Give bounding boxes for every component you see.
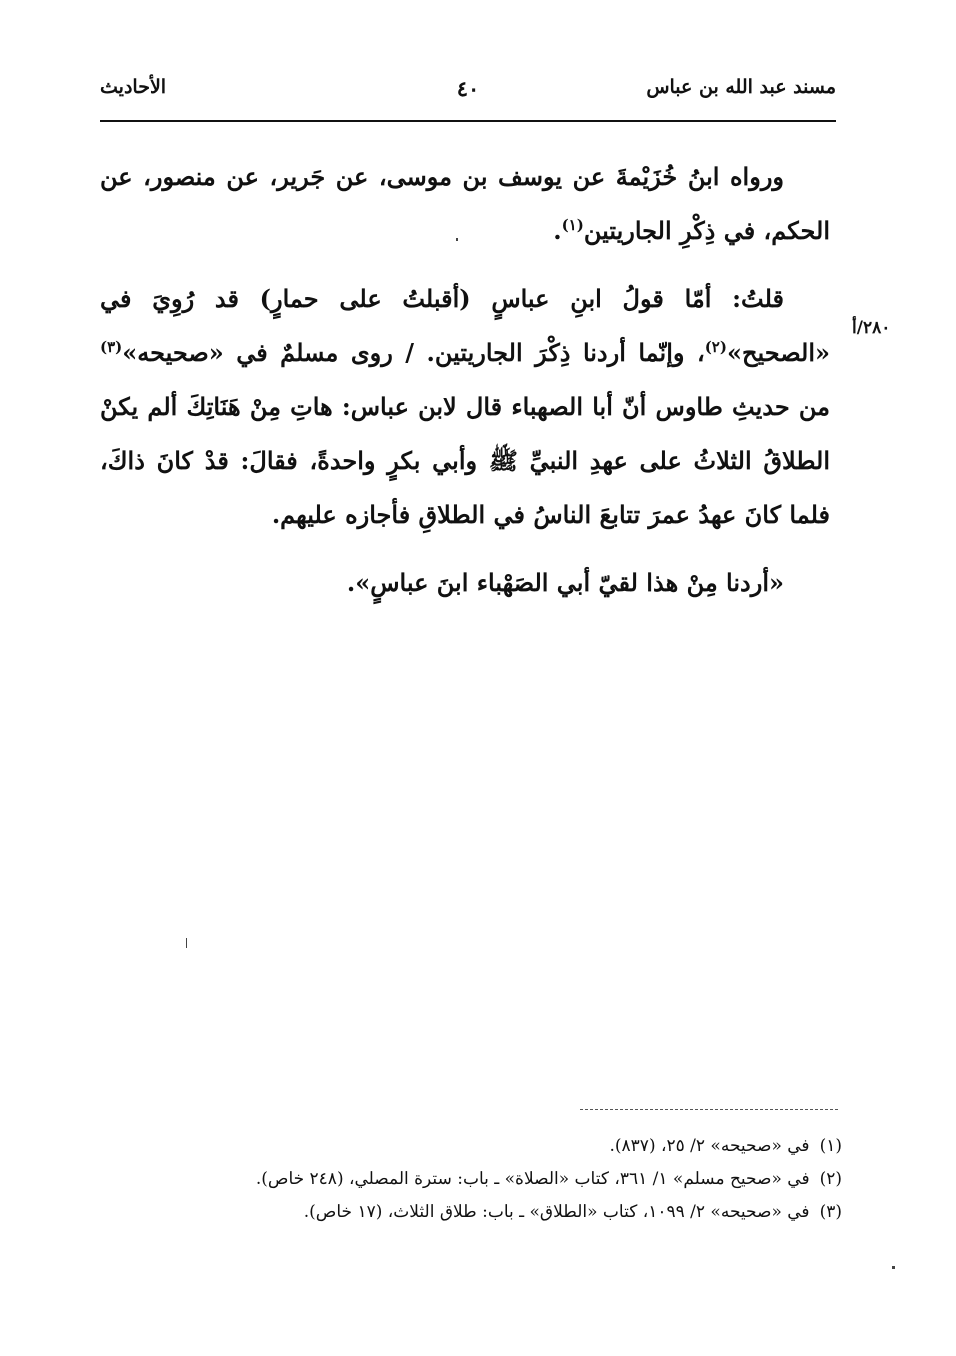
footnote-separator	[580, 1109, 838, 1110]
manuscript-folio-marker: ٢٨٠/أ	[852, 318, 891, 338]
scan-speck	[186, 938, 187, 948]
footnote-3-number: (٣)	[819, 1202, 842, 1222]
scan-speck	[892, 1266, 895, 1269]
footnote-2-text: في «صحيح مسلم» ١/ ٣٦١، كتاب «الصلاة» ـ باب: سترة المصلي، (٢٤٨ خاص).	[255, 1169, 810, 1189]
paragraph-3	[100, 556, 830, 610]
footnote-3	[100, 1196, 842, 1229]
footnote-1-number: (١)	[819, 1136, 842, 1156]
paragraph-2-text-a: قلتُ: أمّا قولُ ابنِ عباسٍ (أقبلتُ على حمارٍ) قد رُوِيَ في «الصحيح»	[100, 284, 830, 367]
footnote-2-number: (٢)	[819, 1169, 842, 1189]
footnote-1	[100, 1130, 842, 1163]
paragraph-2-text-c: من حديثِ طاوس أنّ أبا الصهباء قال لابن عباس: هاتِ مِنْ هَنَاتِكَ ألم يكنْ الطلاقُ الثلاثُ على عهدِ النبيِّ ﷺ وأبي بكرٍ واحدةً، فقالَ: قدْ كانَ ذاكَ، فلما كانَ عهدُ عمرَ تتابعَ الناسُ في الطلاقِ فأجازه عليهم.	[100, 392, 830, 529]
footnote-1-text: في «صحيحه» ٢/ ٢٥، (٨٣٧).	[609, 1136, 810, 1156]
header-divider	[100, 120, 836, 122]
footnote-ref-1: (١)	[561, 216, 584, 234]
footnote-3-text: في «صحيحه» ٢/ ١٠٩٩، كتاب «الطلاق» ـ باب: طلاق الثلاث، (١٧ خاص).	[303, 1202, 810, 1222]
book-title: مسند عبد الله بن عباس	[646, 76, 836, 98]
paragraph-1-text: ورواه ابنُ خُزَيْمةَ عن يوسف بن موسى، عن جَرير، عن منصور، عن الحكم، في ذِكْرِ الجاريتين	[100, 162, 830, 245]
paragraph-2	[100, 272, 830, 542]
footnotes	[100, 1130, 842, 1229]
paragraph-2-text-b: ، وإنّما أردنا ذِكْرَ الجاريتين. / روى مسلمٌ في «صحيحه»	[122, 338, 705, 367]
running-header	[100, 76, 836, 116]
footnote-ref-3: (٣)	[100, 338, 123, 356]
paragraph-3-text: «أردنا مِنْ هذا لقيّ أبي الصَهْباء ابنَ عباسٍ».	[346, 568, 784, 597]
page-number: ٤٠	[456, 76, 480, 101]
main-text	[100, 150, 830, 610]
section-title: الأحاديث	[100, 76, 167, 98]
paragraph-1	[100, 150, 830, 258]
scan-speck	[456, 238, 458, 241]
footnote-2	[100, 1163, 842, 1196]
footnote-ref-2: (٢)	[704, 338, 727, 356]
paragraph-1-end: .	[553, 216, 562, 245]
